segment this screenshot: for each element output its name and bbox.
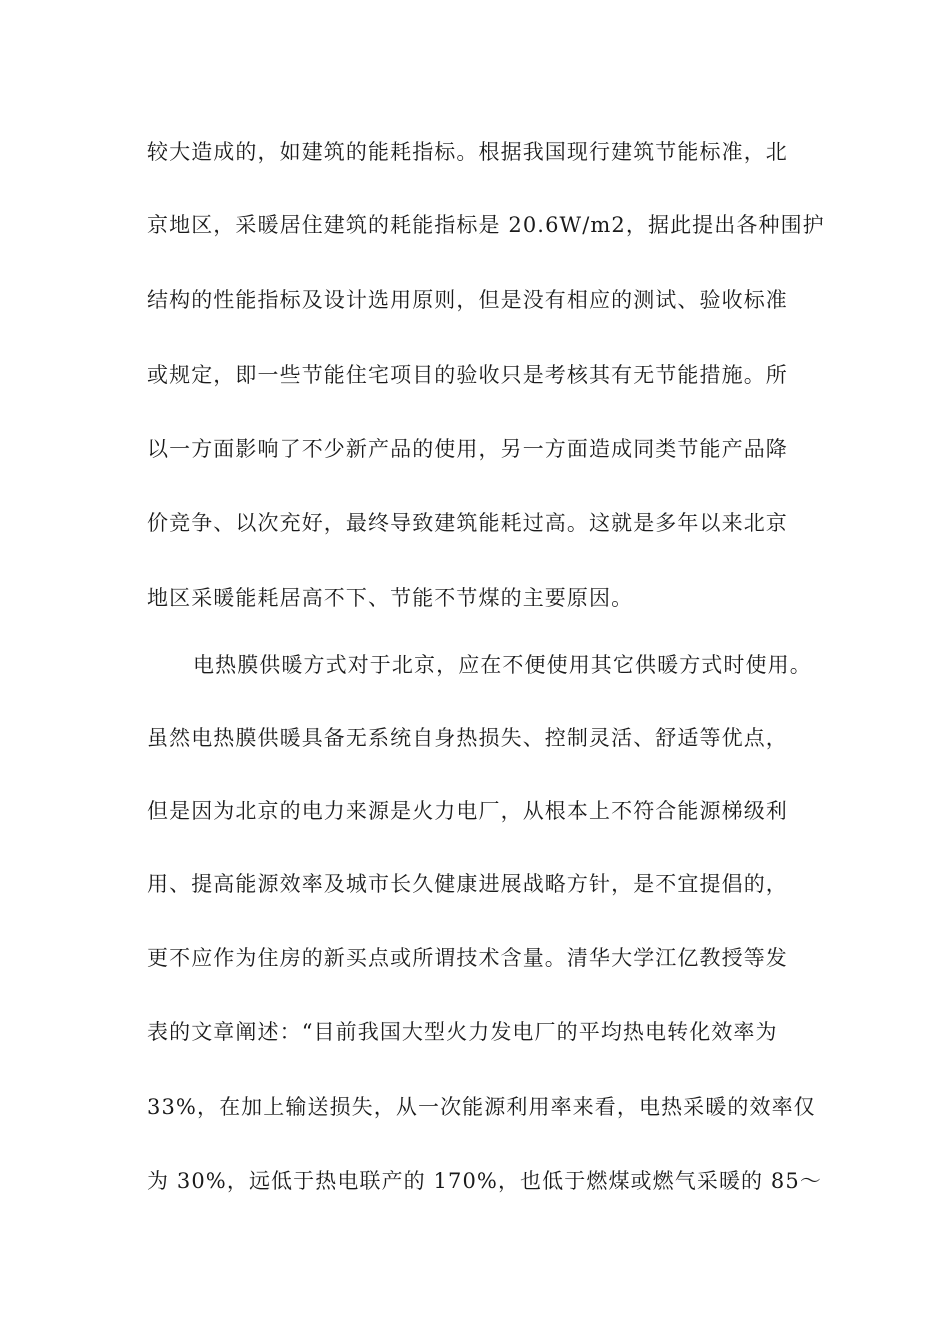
text-line: 结构的性能指标及设计选用原则，但是没有相应的测试、验收标准 [147,288,788,312]
text-line: 或规定，即一些节能住宅项目的验收只是考核其有无节能措施。所 [147,363,788,387]
text-line: 地区采暖能耗居高不下、节能不节煤的主要原因。 [147,586,634,610]
text-line: 但是因为北京的电力来源是火力电厂，从根本上不符合能源梯级利 [147,799,788,823]
text-line: 更不应作为住房的新买点或所谓技术含量。清华大学江亿教授等发 [147,946,788,970]
text-line: 为 30%，远低于热电联产的 170%，也低于燃煤或燃气采暖的 85～ [147,1169,822,1193]
text-line: 用、提高能源效率及城市长久健康进展战略方针，是不宜提倡的， [147,872,788,896]
text-line: 以一方面影响了不少新产品的使用，另一方面造成同类节能产品降 [147,437,788,461]
text-line: 京地区，采暖居住建筑的耗能指标是 20.6W/m2，据此提出各种围护 [147,213,825,237]
text-line: 虽然电热膜供暖具备无系统自身热损失、控制灵活、舒适等优点， [147,726,788,750]
text-line: 较大造成的，如建筑的能耗指标。根据我国现行建筑节能标准，北 [147,140,788,164]
paragraph-first-line: 电热膜供暖方式对于北京，应在不便使用其它供暖方式时使用。 [193,653,812,677]
text-line: 价竞争、以次充好，最终导致建筑能耗过高。这就是多年以来北京 [147,511,788,535]
text-line: 表的文章阐述：“目前我国大型火力发电厂的平均热电转化效率为 [147,1020,778,1044]
text-line: 33%，在加上输送损失，从一次能源利用率来看，电热采暖的效率仅 [147,1095,816,1119]
